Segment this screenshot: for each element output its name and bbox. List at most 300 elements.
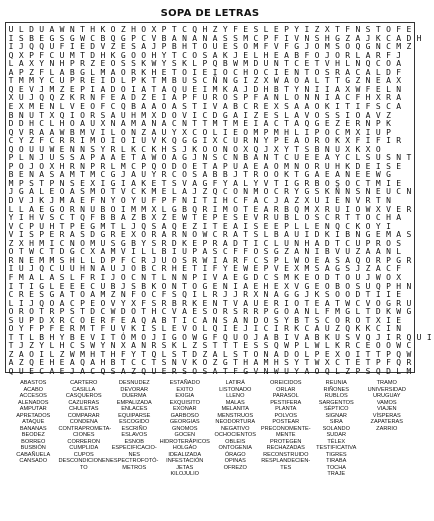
grid-cell: N (120, 290, 126, 300)
grid-cell: Z (131, 213, 136, 223)
grid-cell: E (263, 298, 269, 308)
grid-cell: A (396, 59, 402, 69)
grid-cell: G (304, 170, 310, 180)
grid-cell: F (243, 247, 249, 257)
grid-cell: O (294, 298, 300, 308)
grid-cell: O (80, 290, 85, 300)
grid-cell: O (233, 144, 238, 154)
grid-cell: A (396, 33, 402, 43)
grid-cell: N (202, 153, 208, 163)
grid-cell: C (253, 255, 259, 265)
grid-cell: E (324, 170, 330, 180)
grid-cell: U (284, 367, 289, 376)
word-item: PESTIFERA (270, 399, 302, 406)
grid-cell: E (59, 367, 65, 376)
grid-cell: C (355, 298, 361, 308)
grid-cell: O (222, 67, 228, 77)
grid-cell: Q (39, 264, 45, 274)
grid-cell: N (212, 315, 218, 325)
grid-cell: R (273, 298, 279, 308)
grid-cell: O (59, 187, 65, 197)
grid-cell: C (345, 153, 351, 163)
grid-cell: O (202, 144, 208, 154)
grid-cell: M (29, 76, 34, 86)
grid-cell: Y (141, 238, 147, 248)
grid-cell: H (100, 358, 106, 368)
word-item: SARGENTOS (318, 399, 354, 406)
word-item: ALENADOS (18, 399, 49, 406)
grid-cell: J (396, 50, 402, 60)
grid-cell: L (120, 76, 126, 86)
grid-cell: Q (80, 358, 85, 368)
word-item: ESCOGIDO (119, 419, 150, 425)
grid-cell: U (141, 170, 147, 180)
grid-cell: T (304, 315, 310, 325)
grid-cell: A (365, 247, 371, 257)
grid-cell: O (161, 161, 167, 171)
grid-cell: P (182, 93, 187, 103)
grid-cell: U (355, 238, 361, 248)
grid-cell: Y (120, 298, 126, 308)
grid-cell: E (49, 187, 55, 197)
grid-cell: O (233, 204, 238, 214)
grid-cell: N (141, 272, 147, 282)
grid-cell: E (80, 196, 85, 205)
grid-cell: Z (284, 247, 289, 257)
grid-cell: B (273, 230, 279, 240)
grid-cell: R (29, 127, 34, 137)
grid-cell: I (335, 230, 340, 240)
grid-cell: C (161, 307, 167, 317)
grid-cell: Z (212, 25, 218, 34)
grid-cell: I (100, 127, 106, 137)
grid-cell: Z (253, 110, 259, 120)
grid-cell: C (18, 221, 24, 231)
grid-cell: U (59, 50, 65, 60)
grid-cell: A (294, 307, 300, 317)
grid-cell: V (253, 367, 259, 376)
grid-cell: J (304, 290, 310, 300)
grid-cell: M (120, 161, 126, 171)
grid-cell: D (131, 93, 136, 103)
grid-cell: L (335, 367, 340, 376)
grid-cell: A (100, 247, 106, 257)
grid-cell: U (345, 247, 351, 257)
word-column (59, 380, 110, 471)
grid-cell: N (29, 153, 34, 163)
grid-cell: G (171, 332, 177, 342)
grid-cell: I (243, 76, 249, 86)
grid-cell: Y (59, 332, 65, 342)
grid-cell: R (151, 341, 157, 351)
grid-cell: S (69, 307, 75, 317)
grid-cell: R (253, 307, 259, 317)
grid-cell: Y (294, 367, 300, 376)
grid-cell: R (386, 93, 391, 103)
grid-cell: A (273, 290, 279, 300)
grid-cell: E (192, 307, 198, 317)
grid-cell: O (90, 101, 96, 111)
grid-cell: W (365, 204, 371, 214)
grid-cell: O (171, 255, 177, 265)
grid-cell: Q (120, 101, 126, 111)
grid-cell: I (100, 272, 106, 282)
grid-cell: U (8, 25, 14, 34)
grid-cell: T (294, 144, 300, 154)
grid-cell: T (335, 298, 340, 308)
grid-cell: R (273, 204, 279, 214)
grid-cell: O (202, 127, 208, 137)
grid-cell: D (375, 307, 381, 317)
grid-cell: N (406, 187, 412, 197)
grid-cell: X (49, 315, 55, 325)
grid-cell: F (396, 25, 402, 34)
grid-cell: P (161, 42, 167, 52)
grid-cell: E (396, 178, 402, 188)
grid-cell: S (375, 101, 381, 111)
grid-cell: V (182, 178, 187, 188)
grid-cell: F (243, 255, 249, 265)
grid-cell: S (69, 153, 75, 163)
grid-cell: C (90, 33, 96, 43)
grid-cell: O (120, 136, 126, 146)
grid-cell: C (192, 127, 198, 137)
grid-cell: B (110, 281, 116, 291)
grid-cell: G (110, 178, 116, 188)
grid-cell: A (80, 119, 85, 129)
grid-cell: K (182, 59, 187, 69)
grid-cell: T (375, 25, 381, 34)
grid-cell: E (171, 213, 177, 223)
word-item: ACCESOS (19, 393, 47, 399)
grid-cell: A (29, 272, 34, 282)
grid-cell: Q (304, 119, 310, 129)
grid-cell: H (49, 221, 55, 231)
grid-cell: E (120, 315, 126, 325)
grid-cell: E (39, 358, 45, 368)
grid-cell: H (59, 119, 65, 129)
grid-cell: B (171, 298, 177, 308)
grid-cell: P (80, 84, 85, 94)
grid-cell: G (182, 136, 187, 146)
grid-cell: W (375, 170, 381, 180)
grid-cell: K (161, 136, 167, 146)
grid-cell: P (29, 221, 34, 231)
grid-cell: A (324, 298, 330, 308)
grid-cell: O (192, 50, 198, 60)
grid-cell: Y (263, 136, 269, 146)
grid-cell: L (49, 349, 55, 359)
grid-cell: N (222, 76, 228, 86)
grid-cell: V (29, 84, 34, 94)
grid-cell: F (120, 349, 126, 359)
word-item: CUPOS (73, 451, 94, 458)
grid-cell: F (233, 367, 238, 376)
grid-cell: F (243, 196, 249, 205)
word-item: VAMOS (376, 399, 397, 406)
grid-cell: T (18, 281, 24, 291)
grid-cell: E (222, 213, 228, 223)
grid-cell: J (29, 196, 34, 205)
grid-cell: R (212, 238, 218, 248)
grid-cell: N (171, 272, 177, 282)
grid-cell: A (304, 367, 310, 376)
grid-cell: O (375, 341, 381, 351)
grid-cell: N (182, 33, 187, 43)
grid-cell: T (131, 153, 136, 163)
grid-cell: Q (141, 367, 147, 376)
grid-cell: A (284, 196, 289, 205)
grid-cell: A (18, 349, 24, 359)
grid-cell: F (100, 101, 106, 111)
grid-cell: Q (212, 59, 218, 69)
grid-cell: N (396, 84, 402, 94)
grid-cell: C (110, 101, 116, 111)
word-item: AMPUTAR (19, 406, 47, 412)
word-item: ESPECIFICACIO- (111, 445, 157, 451)
word-item: TÉLEX (327, 438, 346, 445)
grid-cell: N (171, 281, 177, 291)
grid-cell: M (110, 247, 116, 257)
grid-cell: I (386, 136, 391, 146)
grid-cell: O (386, 25, 391, 34)
grid-cell: A (8, 67, 14, 77)
grid-cell: I (324, 196, 330, 205)
grid-cell: D (110, 76, 116, 86)
grid-cell: H (49, 358, 55, 368)
grid-cell: Z (29, 67, 34, 77)
grid-cell: N (141, 341, 147, 351)
grid-cell: W (314, 341, 320, 351)
grid-cell: C (202, 76, 208, 86)
grid-cell: X (29, 59, 34, 69)
grid-cell: J (131, 221, 136, 231)
grid-cell: D (100, 255, 106, 265)
grid-cell: U (182, 76, 187, 86)
grid-cell: N (182, 196, 187, 205)
grid-cell: J (18, 341, 24, 351)
grid-cell: L (18, 25, 24, 34)
grid-cell: P (212, 213, 218, 223)
grid-cell: E (396, 315, 402, 325)
grid-cell: K (324, 187, 330, 197)
word-item: POLVOS (274, 412, 298, 419)
grid-cell: D (90, 307, 96, 317)
grid-cell: A (294, 110, 300, 120)
grid-cell: R (406, 204, 412, 214)
grid-cell: N (355, 25, 361, 34)
grid-cell: D (233, 238, 238, 248)
grid-cell: A (345, 67, 351, 77)
word-item: HIDROTERÁPICOS (159, 438, 210, 445)
grid-cell: F (396, 264, 402, 274)
grid-cell: L (284, 93, 289, 103)
grid-cell: H (304, 238, 310, 248)
grid-cell: O (335, 50, 340, 60)
grid-cell: M (80, 324, 85, 334)
grid-cell: I (314, 84, 320, 94)
grid-cell: O (8, 324, 14, 334)
grid-cell: O (192, 230, 198, 240)
grid-cell: O (80, 238, 85, 248)
grid-cell: U (39, 221, 45, 231)
grid-cell: R (304, 178, 310, 188)
grid-cell: K (141, 59, 147, 69)
grid-cell: B (314, 178, 320, 188)
grid-cell: A (192, 178, 198, 188)
grid-cell: O (131, 307, 136, 317)
grid-cell: E (29, 255, 34, 265)
grid-cell: R (243, 136, 249, 146)
grid-cell: E (90, 76, 96, 86)
grid-cell: I (18, 213, 24, 223)
grid-cell: E (59, 324, 65, 334)
grid-cell: O (100, 298, 106, 308)
grid-cell: T (171, 25, 177, 34)
grid-cell: W (345, 298, 351, 308)
grid-cell: E (273, 25, 279, 34)
grid-cell: T (8, 341, 14, 351)
grid-cell: E (314, 255, 320, 265)
grid-cell: E (396, 161, 402, 171)
grid-cell: A (192, 33, 198, 43)
grid-cell: O (120, 67, 126, 77)
grid-cell: E (365, 341, 371, 351)
grid-cell: A (69, 230, 75, 240)
grid-cell: C (59, 238, 65, 248)
grid-cell: V (212, 101, 218, 111)
word-item: IDEALIZADA (168, 451, 202, 458)
grid-cell: T (273, 178, 279, 188)
grid-cell: I (304, 127, 310, 137)
grid-cell: A (141, 84, 147, 94)
grid-cell: L (263, 230, 269, 240)
grid-cell: A (29, 187, 34, 197)
grid-cell: X (8, 93, 14, 103)
grid-cell: Q (192, 204, 198, 214)
grid-cell: I (8, 264, 14, 274)
grid-cell: W (314, 358, 320, 368)
grid-cell: W (192, 332, 198, 342)
grid-cell: W (49, 144, 55, 154)
word-item: TESTIFICATIVA (316, 445, 357, 451)
grid-cell: J (110, 272, 116, 282)
grid-cell: T (324, 76, 330, 86)
word-item: CHULETAS (69, 406, 99, 412)
grid-cell: A (212, 367, 218, 376)
grid-cell: V (182, 110, 187, 120)
grid-cell: K (355, 324, 361, 334)
grid-cell: E (406, 25, 412, 34)
grid-cell: P (263, 307, 269, 317)
grid-cell: K (386, 119, 391, 129)
grid-cell: F (375, 136, 381, 146)
grid-cell: I (131, 247, 136, 257)
grid-cell: R (69, 204, 75, 214)
grid-cell: R (222, 307, 228, 317)
grid-cell: E (69, 281, 75, 291)
grid-cell: N (263, 367, 269, 376)
grid-cell: A (110, 110, 116, 120)
grid-cell: Q (151, 161, 157, 171)
grid-cell: O (80, 315, 85, 325)
grid-cell: Y (100, 144, 106, 154)
grid-cell: P (243, 93, 249, 103)
grid-cell: L (396, 247, 402, 257)
grid-cell: K (335, 136, 340, 146)
grid-cell: T (182, 281, 187, 291)
grid-cell: A (253, 153, 259, 163)
grid-cell: Q (192, 25, 198, 34)
grid-cell: G (273, 307, 279, 317)
grid-cell: F (151, 196, 157, 205)
grid-cell: J (233, 290, 238, 300)
grid-cell: U (233, 161, 238, 171)
word-item: CARTERO (70, 380, 98, 386)
grid-cell: N (49, 59, 55, 69)
grid-cell: A (335, 93, 340, 103)
grid-cell: P (161, 25, 167, 34)
grid-cell: X (365, 144, 371, 154)
grid-cell: L (345, 59, 351, 69)
grid-cell: E (243, 50, 249, 60)
grid-cell: A (171, 101, 177, 111)
grid-cell: I (202, 84, 208, 94)
grid-cell: M (345, 127, 351, 137)
grid-cell: H (110, 349, 116, 359)
grid-cell: L (263, 25, 269, 34)
grid-cell: O (141, 25, 147, 34)
grid-cell: E (29, 367, 34, 376)
grid-cell: B (69, 332, 75, 342)
grid-cell: T (171, 50, 177, 60)
word-item: CIONES (73, 432, 95, 438)
grid-cell: I (49, 238, 55, 248)
grid-cell: D (29, 25, 34, 34)
grid-cell: T (406, 153, 412, 163)
grid-cell: L (171, 187, 177, 197)
grid-cell: C (100, 307, 106, 317)
grid-cell: X (131, 230, 136, 240)
grid-cell: O (304, 136, 310, 146)
grid-cell: S (49, 170, 55, 180)
grid-cell: U (110, 324, 116, 334)
grid-cell: F (345, 25, 351, 34)
grid-cell: A (233, 110, 238, 120)
grid-cell: I (192, 196, 198, 205)
grid-cell: E (8, 101, 14, 111)
grid-cell: M (100, 67, 106, 77)
grid-cell: P (284, 221, 289, 231)
grid-cell: A (324, 153, 330, 163)
grid-cell: B (284, 204, 289, 214)
grid-cell: G (243, 272, 249, 282)
grid-cell: C (131, 272, 136, 282)
grid-cell: V (120, 247, 126, 257)
grid-cell: P (29, 50, 34, 60)
grid-cell: G (406, 307, 412, 317)
grid-cell: H (396, 281, 402, 291)
grid-cell: C (131, 358, 136, 368)
grid-cell: E (80, 281, 85, 291)
grid-cell: G (69, 33, 75, 43)
grid-cell: I (324, 84, 330, 94)
grid-cell: I (304, 25, 310, 34)
grid-cell: V (375, 110, 381, 120)
grid-cell: B (335, 281, 340, 291)
grid-cell: Z (212, 358, 218, 368)
grid-cell: T (192, 213, 198, 223)
